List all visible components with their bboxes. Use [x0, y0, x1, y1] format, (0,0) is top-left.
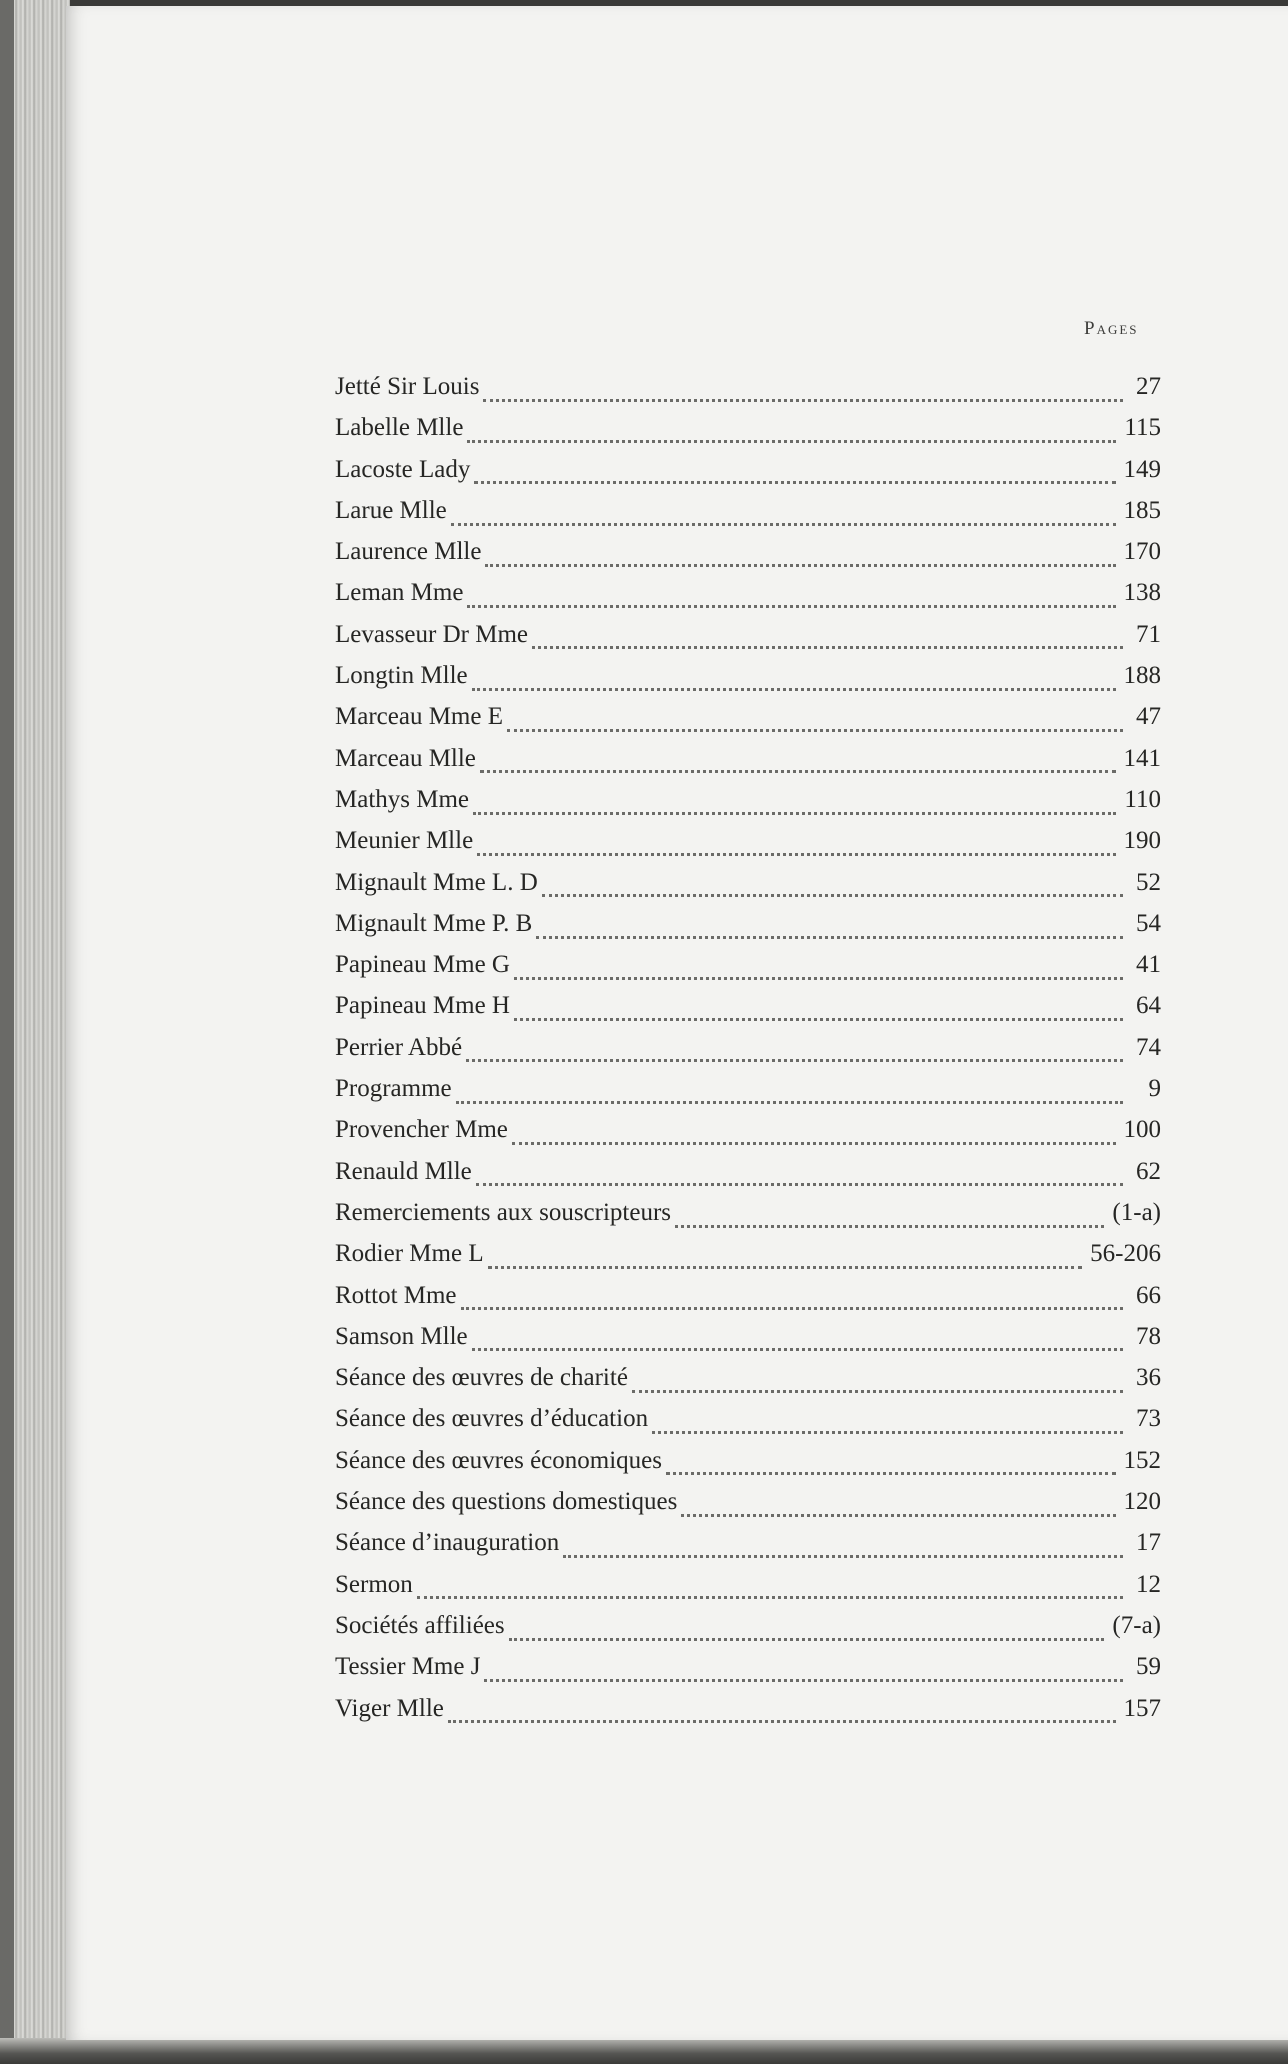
entry-name: Mignault Mme L. D — [335, 868, 538, 896]
entry-page-number: 54 — [1136, 909, 1161, 937]
entry-page-number: 62 — [1136, 1157, 1161, 1185]
entry-name: Provencher Mme — [335, 1116, 508, 1144]
entry-page-number: 27 — [1136, 373, 1161, 400]
entry-page-number: 66 — [1136, 1281, 1161, 1309]
index-entry — [335, 662, 1161, 703]
entry-page-number: 188 — [1123, 662, 1161, 690]
index-entry — [335, 621, 1161, 662]
entry-page-number: 64 — [1136, 992, 1161, 1020]
entry-name: Mathys Mme — [335, 785, 470, 813]
dot-leader — [461, 1306, 1123, 1310]
dot-leader — [512, 1141, 1116, 1145]
dot-leader — [467, 604, 1115, 608]
dot-leader — [448, 1719, 1116, 1723]
entry-name: Renauld Mlle — [335, 1157, 472, 1185]
index-entry — [335, 414, 1161, 455]
entry-name: Séance des œuvres d’éducation — [335, 1405, 649, 1433]
entry-name: Remerciements aux souscripteurs — [335, 1198, 672, 1226]
entry-name: Rottot Mme — [335, 1281, 457, 1309]
entry-name: Papineau Mme G — [335, 951, 510, 979]
dot-leader — [483, 398, 1123, 402]
dot-leader — [542, 893, 1123, 897]
index-entry — [335, 992, 1161, 1033]
entry-name: Séance des œuvres de charité — [335, 1364, 628, 1392]
index-entry — [335, 1405, 1161, 1446]
entry-name: Levasseur Dr Mme — [335, 620, 528, 648]
entry-page-number: 9 — [1148, 1075, 1161, 1103]
dot-leader — [467, 439, 1116, 443]
entry-name: Lacoste Lady — [335, 455, 471, 483]
entry-name: Séance des questions domestiques — [335, 1488, 678, 1516]
entry-name: Séance des œuvres économiques — [335, 1446, 662, 1474]
dot-leader — [563, 1554, 1123, 1558]
entry-name: Leman Mme — [335, 579, 464, 607]
entry-name: Sermon — [335, 1570, 413, 1598]
entry-page-number: 110 — [1124, 785, 1161, 813]
entry-name: Perrier Abbé — [335, 1033, 463, 1061]
entry-page-number: 71 — [1136, 620, 1161, 648]
entry-page-number: 52 — [1136, 868, 1161, 896]
dot-leader — [666, 1471, 1116, 1475]
dot-leader — [477, 852, 1115, 856]
dot-leader — [472, 687, 1116, 691]
entry-page-number: 12 — [1136, 1570, 1161, 1598]
book-spine-shadow — [0, 0, 14, 2064]
entry-name: Marceau Mlle — [335, 744, 476, 772]
entry-page-number: 59 — [1136, 1653, 1161, 1681]
entry-page-number: 56-206 — [1090, 1240, 1161, 1268]
entry-name: Laurence Mlle — [335, 538, 482, 566]
entry-page-number: 73 — [1136, 1405, 1161, 1433]
dot-leader — [652, 1430, 1123, 1434]
entry-page-number: 47 — [1136, 703, 1161, 731]
entry-page-number: 149 — [1123, 455, 1161, 483]
index-entry — [335, 745, 1161, 786]
entry-page-number: 185 — [1123, 496, 1161, 524]
index-entry — [335, 1695, 1161, 1736]
index-entry — [335, 1034, 1161, 1075]
index-entry — [335, 786, 1161, 827]
dot-leader — [480, 769, 1116, 773]
dot-leader — [509, 1637, 1105, 1641]
index-entry — [335, 497, 1161, 538]
dot-leader — [485, 563, 1115, 567]
entry-page-number: 120 — [1123, 1488, 1161, 1516]
entry-page-number: 17 — [1136, 1529, 1161, 1557]
dot-leader — [514, 976, 1123, 980]
index-entry — [335, 1653, 1161, 1694]
entry-name: Samson Mlle — [335, 1322, 468, 1350]
pages-column-header: Pages — [1084, 318, 1139, 339]
dot-leader — [456, 1100, 1123, 1104]
index-list — [335, 373, 1161, 1736]
entry-name: Jetté Sir Louis — [335, 373, 480, 400]
index-entry — [335, 1075, 1161, 1116]
index-entry — [335, 910, 1161, 951]
dot-leader — [451, 522, 1116, 526]
entry-name: Marceau Mme E — [335, 703, 503, 731]
index-entry — [335, 869, 1161, 910]
dot-leader — [466, 1058, 1123, 1062]
index-entry — [335, 579, 1161, 620]
dot-leader — [532, 645, 1123, 649]
entry-page-number: 138 — [1123, 579, 1161, 607]
index-entry — [335, 1116, 1161, 1157]
index-entry — [335, 1447, 1161, 1488]
entry-name: Séance d’inauguration — [335, 1529, 560, 1557]
index-entry — [335, 1364, 1161, 1405]
entry-page-number: (7-a) — [1112, 1611, 1161, 1639]
entry-name: Larue Mlle — [335, 496, 447, 524]
index-entry — [335, 1158, 1161, 1199]
entry-page-number: 74 — [1136, 1033, 1161, 1061]
dot-leader — [473, 811, 1116, 815]
dot-leader — [514, 1017, 1123, 1021]
entry-page-number: 78 — [1136, 1322, 1161, 1350]
index-entry — [335, 1488, 1161, 1529]
dot-leader — [417, 1595, 1123, 1599]
dot-leader — [472, 1347, 1123, 1351]
entry-name: Viger Mlle — [335, 1694, 444, 1722]
dot-leader — [474, 480, 1115, 484]
entry-name: Programme — [335, 1075, 452, 1103]
index-entry — [335, 373, 1161, 414]
dot-leader — [632, 1389, 1123, 1393]
dot-leader — [476, 1182, 1123, 1186]
index-entry — [335, 1323, 1161, 1364]
dot-leader — [536, 935, 1123, 939]
index-entry — [335, 538, 1161, 579]
entry-name: Longtin Mlle — [335, 662, 468, 690]
index-entry — [335, 1240, 1161, 1281]
entry-name: Papineau Mme H — [335, 992, 510, 1020]
entry-page-number: 170 — [1123, 538, 1161, 566]
entry-page-number: 41 — [1136, 951, 1161, 979]
index-entry — [335, 1612, 1161, 1653]
entry-page-number: 100 — [1123, 1116, 1161, 1144]
entry-name: Mignault Mme P. B — [335, 909, 533, 937]
dot-leader — [507, 728, 1123, 732]
entry-name: Labelle Mlle — [335, 414, 464, 442]
entry-page-number: 190 — [1123, 827, 1161, 855]
entry-page-number: 152 — [1123, 1446, 1161, 1474]
entry-page-number: 157 — [1123, 1694, 1161, 1722]
entry-page-number: 36 — [1136, 1364, 1161, 1392]
dot-leader — [484, 1678, 1123, 1682]
index-entry — [335, 703, 1161, 744]
entry-page-number: (1-a) — [1112, 1198, 1161, 1226]
dot-leader — [675, 1224, 1104, 1228]
dot-leader — [681, 1513, 1115, 1517]
entry-page-number: 141 — [1123, 744, 1161, 772]
index-entry — [335, 827, 1161, 868]
index-entry — [335, 1571, 1161, 1612]
entry-name: Sociétés affiliées — [335, 1611, 505, 1639]
entry-name: Meunier Mlle — [335, 827, 474, 855]
index-entry — [335, 1529, 1161, 1570]
index-entry — [335, 1282, 1161, 1323]
index-entry — [335, 1199, 1161, 1240]
dot-leader — [488, 1265, 1083, 1269]
entry-page-number: 115 — [1124, 414, 1161, 442]
book-bottom-edge — [0, 2038, 1288, 2064]
index-entry — [335, 951, 1161, 992]
entry-name: Rodier Mme L — [335, 1240, 484, 1268]
index-entry — [335, 456, 1161, 497]
entry-name: Tessier Mme J — [335, 1653, 481, 1681]
